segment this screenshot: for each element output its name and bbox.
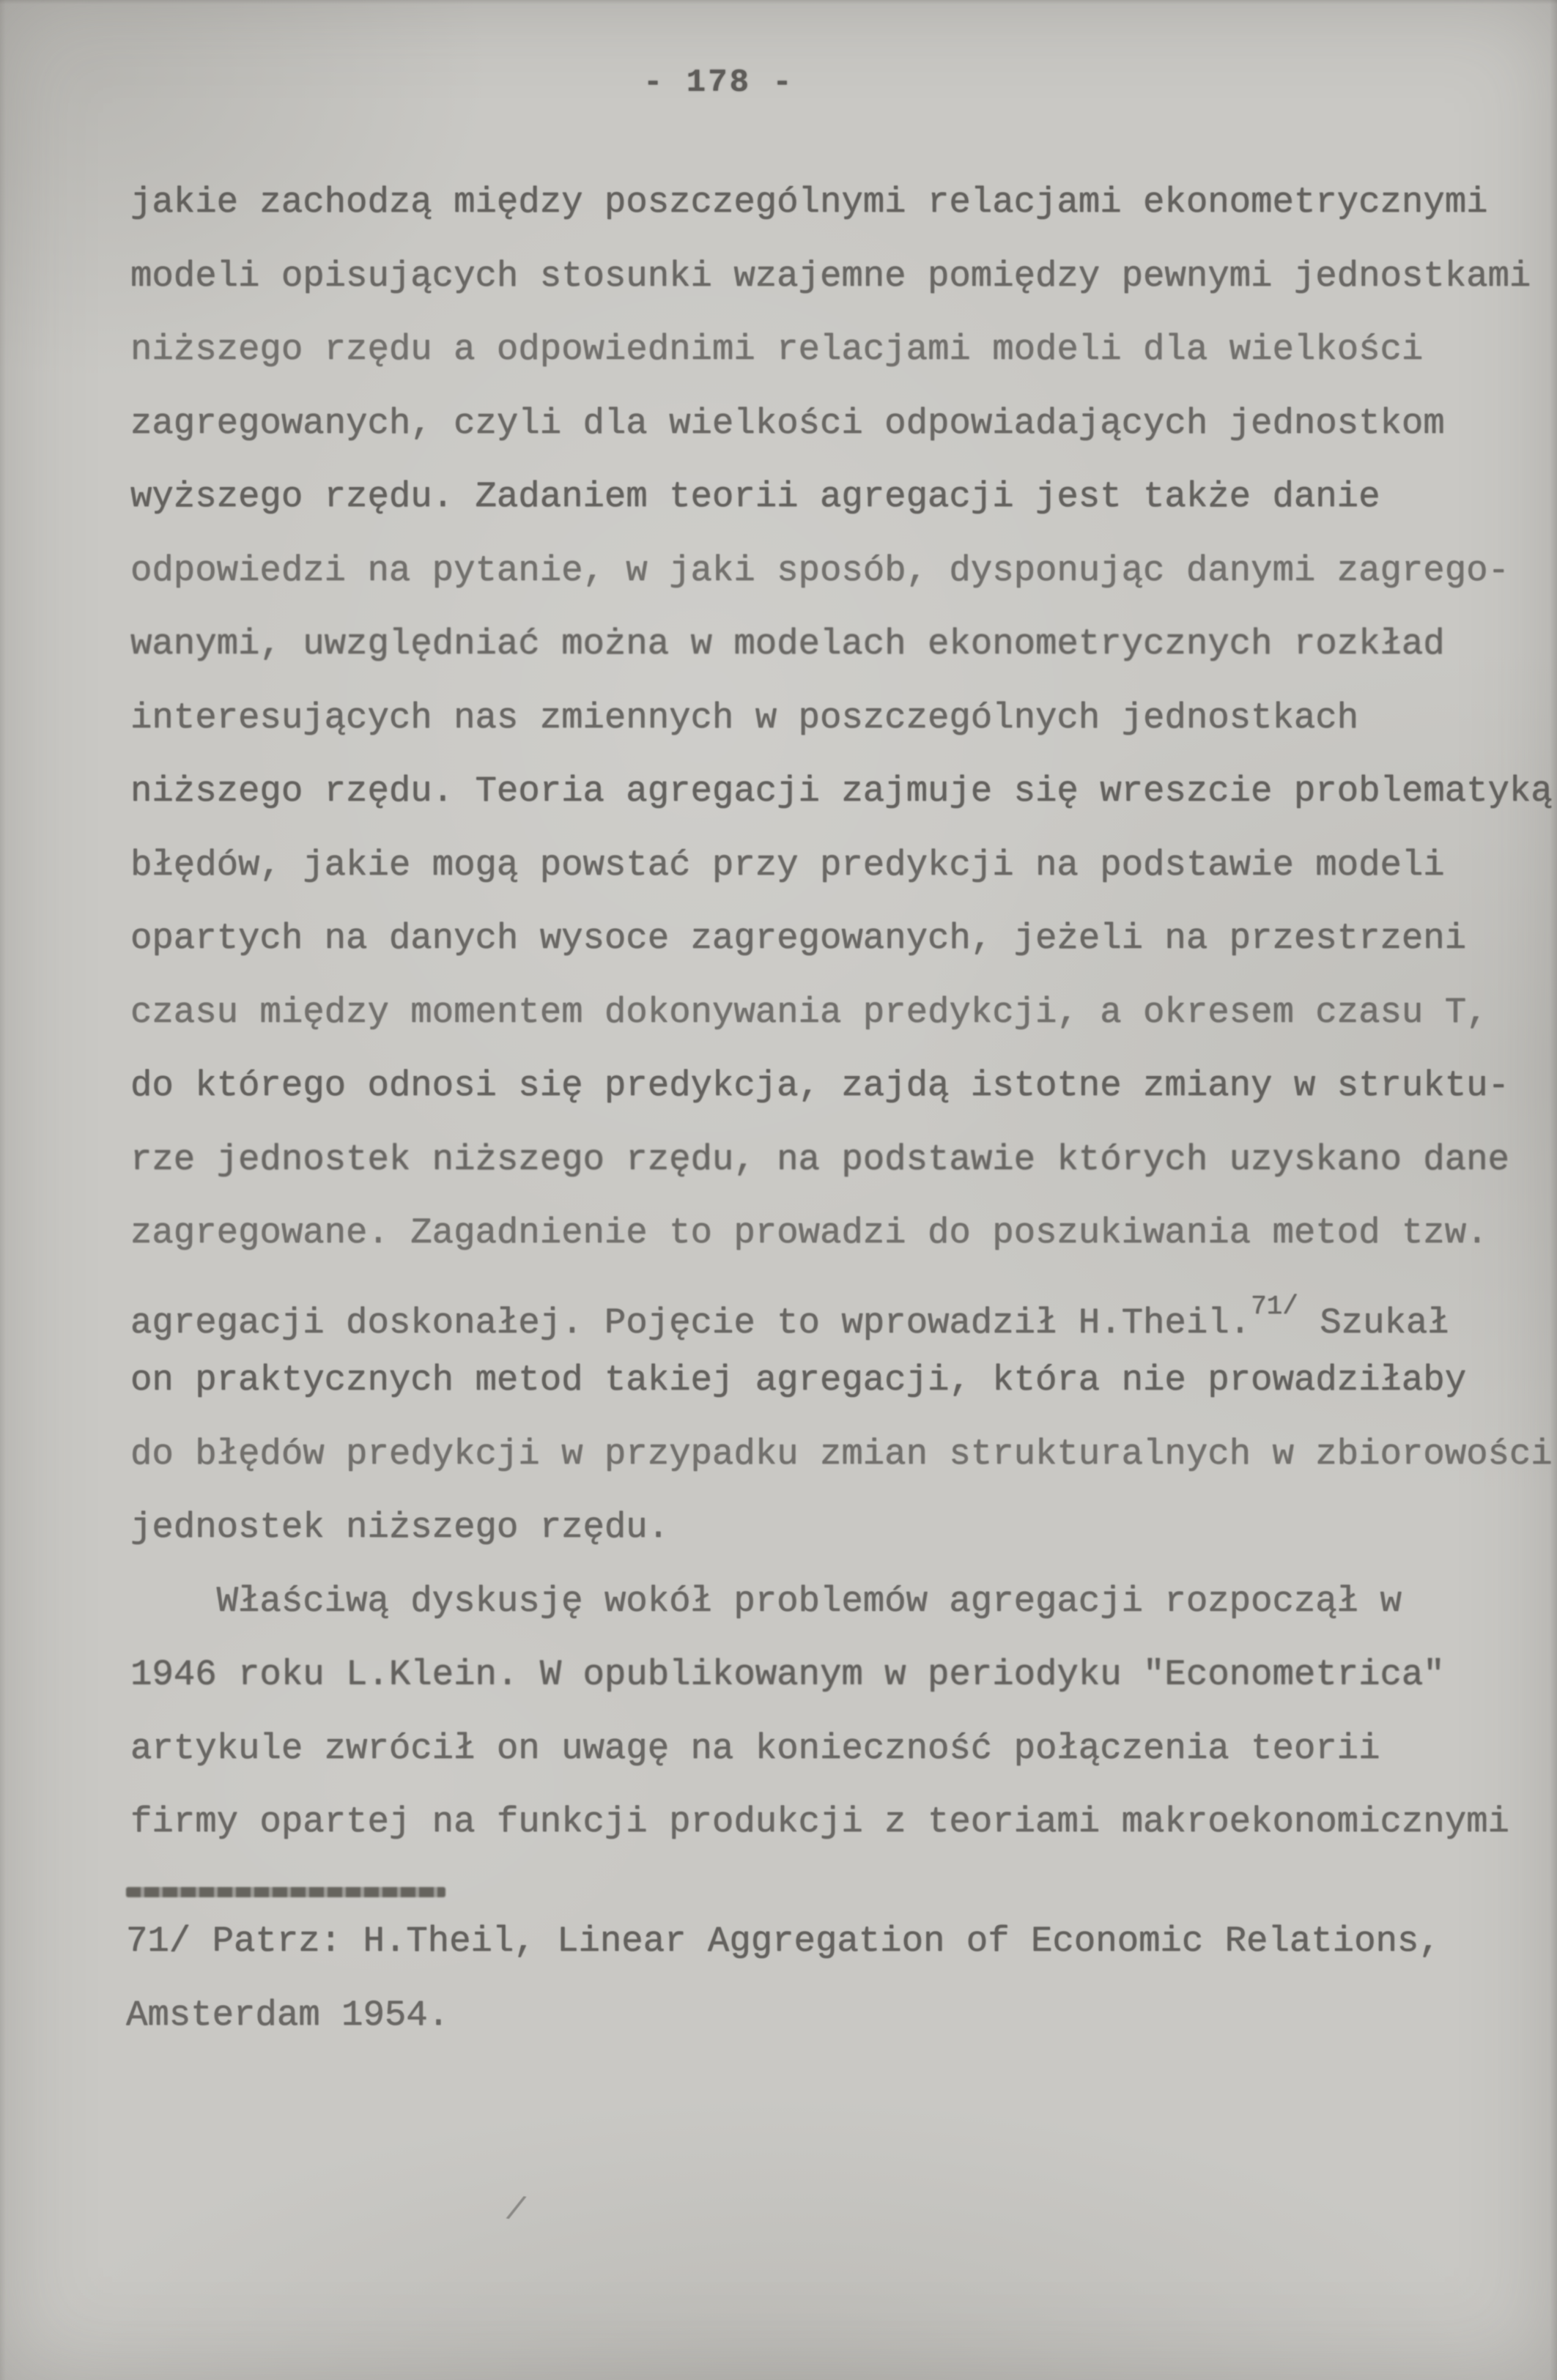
body-line: odpowiedzi na pytanie, w jaki sposób, dysponując danymi zagrego- <box>130 549 1509 591</box>
body-line: jakie zachodzą między poszczególnymi relacjami ekonometrycznymi <box>130 182 1488 223</box>
footnote-reference: 71/ <box>1251 1291 1298 1321</box>
body-line-text: Szukał <box>1298 1302 1449 1343</box>
body-line: do błędów predykcji w przypadku zmian strukturalnych w zbiorowości <box>130 1433 1553 1475</box>
body-line: niższego rzędu. Teoria agregacji zajmuje się wreszcie problematyką <box>130 771 1553 812</box>
body-text <box>130 166 1557 1859</box>
body-line: wanymi, uwzględniać można w modelach ekonometrycznych rozkład <box>130 623 1445 664</box>
body-line: rze jednostek niższego rzędu, na podstawie których uzyskano dane <box>130 1138 1509 1180</box>
stray-mark: / <box>502 2190 529 2232</box>
body-line: niższego rzędu a odpowiednimi relacjami modeli dla wielkości <box>130 329 1424 370</box>
body-line: zagregowanych, czyli dla wielkości odpowiadających jednostkom <box>130 402 1445 444</box>
body-line-text: agregacji doskonałej. Pojęcie to wprowadził H.Theil. <box>130 1302 1251 1343</box>
footnote-line: Amsterdam 1954. <box>126 1994 450 2036</box>
body-line: artykule zwrócił on uwagę na konieczność połączenia teorii <box>130 1727 1380 1769</box>
body-line: zagregowane. Zagadnienie to prowadzi do poszukiwania metod tzw. <box>130 1212 1488 1253</box>
body-line: modeli opisujących stosunki wzajemne pomiędzy pewnymi jednostkami <box>130 255 1531 297</box>
body-line: on praktycznych metod takiej agregacji, która nie prowadziłaby <box>130 1360 1467 1401</box>
body-line-paragraph-start: Właściwą dyskusję wokół problemów agregacji rozpoczął w <box>130 1580 1402 1622</box>
body-line: interesujących nas zmiennych w poszczególnych jednostkach <box>130 697 1359 738</box>
body-line: błędów, jakie mogą powstać przy predykcji na podstawie modeli <box>130 844 1445 886</box>
footnote <box>126 1905 1557 2052</box>
body-line: do którego odnosi się predykcja, zajdą istotne zmiany w struktu- <box>130 1065 1509 1106</box>
footnote-line: 71/ Patrz: H.Theil, Linear Aggregation of Economic Relations, <box>126 1921 1440 1962</box>
body-line: 1946 roku L.Klein. W opublikowanym w periodyku "Econometrica" <box>130 1654 1445 1695</box>
body-line: firmy opartej na funkcji produkcji z teoriami makroekonomicznymi <box>130 1801 1509 1842</box>
body-line: opartych na danych wysoce zagregowanych, jeżeli na przestrzeni <box>130 918 1467 959</box>
page-number: - 178 - <box>643 64 794 101</box>
body-line: jednostek niższego rzędu. <box>130 1507 670 1548</box>
body-line: czasu między momentem dokonywania predykcji, a okresem czasu T, <box>130 991 1488 1033</box>
body-line: wyższego rzędu. Zadaniem teorii agregacji jest także danie <box>130 476 1380 517</box>
footnote-separator <box>126 1887 445 1897</box>
body-line-with-footnote-ref <box>130 1270 1557 1344</box>
